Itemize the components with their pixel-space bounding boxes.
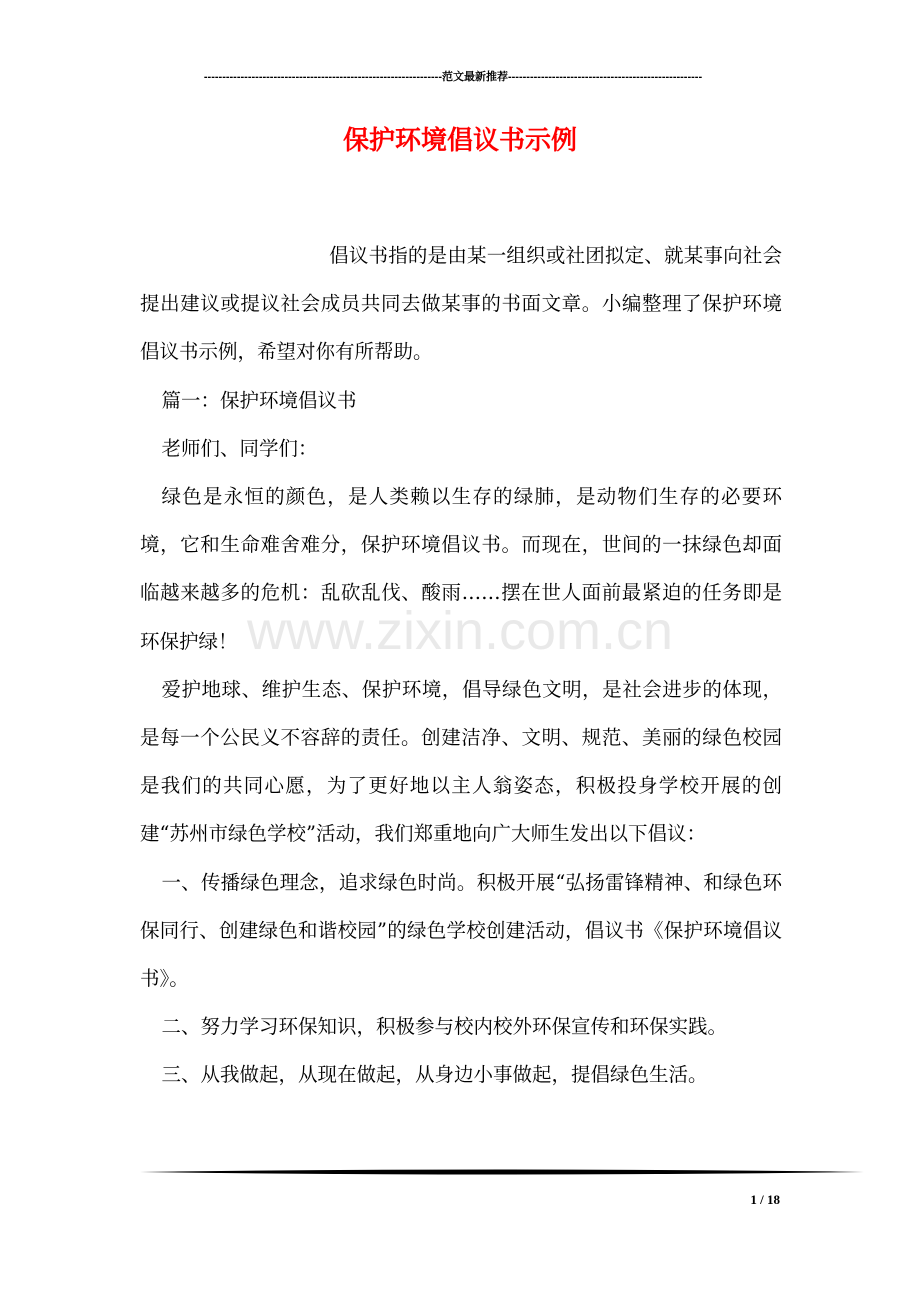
body-paragraph: 绿色是永恒的颜色，是人类赖以生存的绿肺，是动物们生存的必要环境，它和生命难舍难分，保护环境倡议书。而现在，世间的一抹绿色却面临越来越多的危机：乱砍乱伐、酸雨……摆在世人面前最紧迫的任务即是环保护绿！ — [140, 485, 782, 653]
footer-rule — [140, 1168, 864, 1176]
page-number: 1 / 18 — [750, 1192, 780, 1207]
proposal-item-1: 一、传播绿色理念，追求绿色时尚。积极开展“弘扬雷锋精神、和绿色环保同行、创建绿色和谐校园”的绿色学校创建活动，倡议书《保护环境倡议书》。 — [140, 870, 782, 991]
section-heading: 篇一：保护环境倡议书 — [161, 388, 357, 412]
page-header: -----------------------------------------------------------------范文最新推荐----------------------------------------------------- — [203, 71, 703, 83]
document-body — [140, 232, 782, 1100]
body-paragraph: 爱护地球、维护生态、保护环境，倡导绿色文明，是社会进步的体现，是每一个公民义不容辞的责任。创建洁净、文明、规范、美丽的绿色校园是我们的共同心愿，为了更好地以主人翁姿态，积极投身学校开展的创建“苏州市绿色学校”活动，我们郑重地向广大师生发出以下倡议： — [140, 677, 782, 846]
salutation: 老师们、同学们： — [161, 436, 318, 460]
intro-paragraph: 倡议书指的是由某一组织或社团拟定、就某事向社会提出建议或提议社会成员共同去做某事的书面文章。小编整理了保护环境倡议书示例，希望对你有所帮助。 — [140, 244, 782, 364]
proposal-item-3: 三、从我做起，从现在做起，从身边小事做起，提倡绿色生活。 — [161, 1063, 708, 1087]
proposal-item-2: 二、努力学习环保知识，积极参与校内校外环保宣传和环保实践。 — [161, 1015, 727, 1039]
document-title: 保护环境倡议书示例 — [342, 126, 577, 156]
watermark: www.zixin.com.cn — [246, 601, 674, 661]
